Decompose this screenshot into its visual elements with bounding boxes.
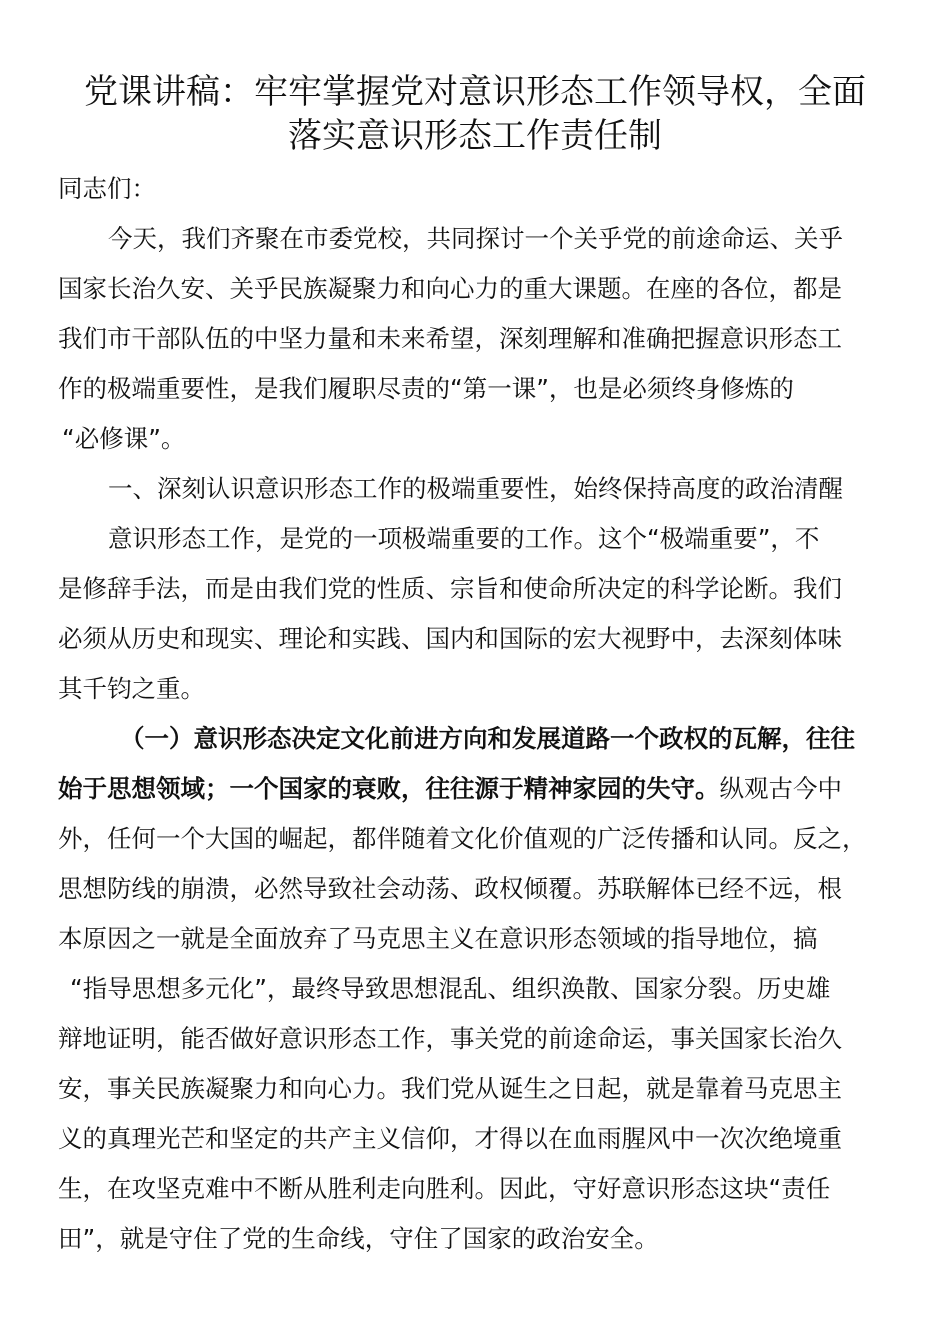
paragraph-line: 国家长治久安、关乎民族凝聚力和向心力的重大课题。在座的各位，都是 <box>58 274 842 303</box>
paragraph-line: “指导思想多元化”，最终导致思想混乱、组织涣散、国家分裂。历史雄 <box>70 974 831 1003</box>
subsection-heading-continuation: 始于思想领域；一个国家的衰败，往往源于精神家园的失守。 <box>58 774 720 803</box>
paragraph-line: 义的真理光芒和坚定的共产主义信仰，才得以在血雨腥风中一次次绝境重 <box>58 1124 842 1153</box>
salutation: 同志们： <box>58 174 156 203</box>
paragraph-line <box>58 774 898 804</box>
paragraph-line: 本原因之一就是全面放弃了马克思主义在意识形态领域的指导地位，搞 <box>58 924 818 953</box>
paragraph-line: 作的极端重要性，是我们履职尽责的“第一课”，也是必须终身修炼的 <box>58 374 794 403</box>
paragraph-line: 今天，我们齐聚在市委党校，共同探讨一个关乎党的前途命运、关乎 <box>108 224 843 253</box>
document-title <box>40 70 910 158</box>
paragraph-line: 田”，就是守住了党的生命线，守住了国家的政治安全。 <box>58 1224 659 1253</box>
title-line-1: 党课讲稿：牢牢掌握党对意识形态工作领导权，全面 <box>84 72 866 112</box>
section-heading-1: 一、深刻认识意识形态工作的极端重要性，始终保持高度的政治清醒 <box>108 474 843 503</box>
title-line-2: 落实意识形态工作责任制 <box>288 116 662 156</box>
paragraph-line: 辩地证明，能否做好意识形态工作，事关党的前途命运，事关国家长治久 <box>58 1024 842 1053</box>
paragraph-line: 外，任何一个大国的崛起，都伴随着文化价值观的广泛传播和认同。反之， <box>58 824 867 853</box>
paragraph-line: 生，在攻坚克难中不断从胜利走向胜利。因此，守好意识形态这块“责任 <box>58 1174 831 1203</box>
paragraph-line: 必须从历史和现实、理论和实践、国内和国际的宏大视野中，去深刻体味 <box>58 624 842 653</box>
paragraph-line: “必修课”。 <box>62 424 186 453</box>
paragraph-text: 纵观古今中 <box>719 774 842 803</box>
paragraph-line: 意识形态工作，是党的一项极端重要的工作。这个“极端重要”，不 <box>108 524 820 553</box>
paragraph-line: 其千钧之重。 <box>58 674 205 703</box>
paragraph-line: 是修辞手法，而是由我们党的性质、宗旨和使命所决定的科学论断。我们 <box>58 574 842 603</box>
paragraph-line: 安，事关民族凝聚力和向心力。我们党从诞生之日起，就是靠着马克思主 <box>58 1074 842 1103</box>
paragraph-line: 思想防线的崩溃，必然导致社会动荡、政权倾覆。苏联解体已经不远，根 <box>58 874 842 903</box>
paragraph-line: 我们市干部队伍的中坚力量和未来希望，深刻理解和准确把握意识形态工 <box>58 324 842 353</box>
subsection-heading-line: （一）意识形态决定文化前进方向和发展道路一个政权的瓦解，往往 <box>120 724 855 753</box>
